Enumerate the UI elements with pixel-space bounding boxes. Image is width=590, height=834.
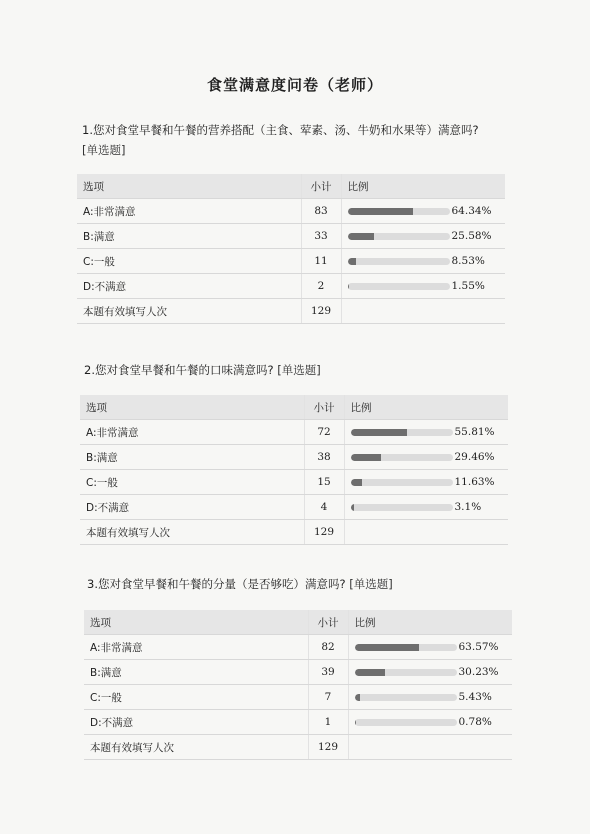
- option-count: 7: [308, 685, 348, 710]
- option-label: C:一般: [77, 249, 301, 274]
- option-label: D:不满意: [84, 710, 308, 735]
- table-row: [77, 224, 505, 249]
- option-label: B:满意: [77, 224, 301, 249]
- ratio-bar: [355, 719, 457, 726]
- table-total-row: [84, 735, 512, 760]
- table-row: [77, 249, 505, 274]
- option-label: D:不满意: [77, 274, 301, 299]
- table-row: [80, 420, 508, 445]
- table-row: [84, 660, 512, 685]
- table-row: [84, 635, 512, 660]
- ratio-percent: 29.46%: [454, 451, 495, 463]
- table-row: [80, 445, 508, 470]
- ratio-bar: [351, 504, 453, 511]
- ratio-bar: [348, 233, 450, 240]
- table-row: [84, 685, 512, 710]
- question-type: [单选题]: [82, 143, 126, 157]
- option-count: 11: [301, 249, 341, 274]
- question-2: [84, 360, 524, 380]
- question-type: [单选题]: [349, 577, 393, 591]
- ratio-bar: [348, 208, 450, 215]
- table-total-row: [80, 520, 508, 545]
- page-title: 食堂满意度问卷（老师）: [206, 76, 383, 94]
- question-text: 2.您对食堂早餐和午餐的口味满意吗?: [84, 363, 274, 377]
- option-label: B:满意: [84, 660, 308, 685]
- question-text: 3.您对食堂早餐和午餐的分量（是否够吃）满意吗?: [87, 577, 346, 591]
- ratio-percent: 30.23%: [458, 666, 499, 678]
- table-row: [80, 495, 508, 520]
- option-count: 33: [301, 224, 341, 249]
- table-header: [77, 174, 505, 199]
- question-3: [87, 574, 527, 594]
- question-text: 1.您对食堂早餐和午餐的营养搭配（主食、荤素、汤、牛奶和水果等）满意吗?: [82, 123, 479, 137]
- option-count: 72: [304, 420, 344, 445]
- option-label: A:非常满意: [80, 420, 304, 445]
- header-ratio: 比例: [344, 395, 508, 420]
- ratio-percent: 5.43%: [458, 691, 492, 703]
- total-count: 129: [304, 520, 344, 545]
- table-header: [84, 610, 512, 635]
- option-count: 38: [304, 445, 344, 470]
- option-count: 39: [308, 660, 348, 685]
- header-option: 选项: [84, 610, 308, 635]
- ratio-percent: 55.81%: [454, 426, 495, 438]
- option-label: C:一般: [84, 685, 308, 710]
- total-count: 129: [308, 735, 348, 760]
- table-row: [77, 274, 505, 299]
- ratio-percent: 3.1%: [454, 501, 482, 513]
- ratio-percent: 64.34%: [451, 205, 492, 217]
- option-label: A:非常满意: [84, 635, 308, 660]
- result-table-1: [77, 174, 505, 324]
- option-count: 1: [308, 710, 348, 735]
- ratio-bar: [351, 454, 453, 461]
- ratio-bar: [355, 694, 457, 701]
- ratio-percent: 0.78%: [458, 716, 492, 728]
- table-row: [84, 710, 512, 735]
- table-total-row: [77, 299, 505, 324]
- total-label: 本题有效填写人次: [84, 735, 308, 760]
- option-label: D:不满意: [80, 495, 304, 520]
- ratio-bar: [348, 283, 450, 290]
- header-count: 小计: [304, 395, 344, 420]
- question-1: [82, 120, 522, 160]
- ratio-bar: [351, 429, 453, 436]
- result-table-3: [84, 610, 512, 760]
- table-row: [77, 199, 505, 224]
- total-count: 129: [301, 299, 341, 324]
- ratio-percent: 1.55%: [451, 280, 485, 292]
- total-label: 本题有效填写人次: [77, 299, 301, 324]
- header-ratio: 比例: [348, 610, 512, 635]
- option-count: 83: [301, 199, 341, 224]
- question-type: [单选题]: [277, 363, 321, 377]
- option-count: 15: [304, 470, 344, 495]
- header-count: 小计: [301, 174, 341, 199]
- ratio-bar: [351, 479, 453, 486]
- header-count: 小计: [308, 610, 348, 635]
- header-ratio: 比例: [341, 174, 505, 199]
- option-label: A:非常满意: [77, 199, 301, 224]
- option-label: B:满意: [80, 445, 304, 470]
- ratio-percent: 25.58%: [451, 230, 492, 242]
- option-label: C:一般: [80, 470, 304, 495]
- ratio-percent: 8.53%: [451, 255, 485, 267]
- total-label: 本题有效填写人次: [80, 520, 304, 545]
- ratio-bar: [355, 644, 457, 651]
- header-option: 选项: [80, 395, 304, 420]
- ratio-percent: 63.57%: [458, 641, 499, 653]
- ratio-bar: [348, 258, 450, 265]
- option-count: 2: [301, 274, 341, 299]
- ratio-bar: [355, 669, 457, 676]
- option-count: 4: [304, 495, 344, 520]
- option-count: 82: [308, 635, 348, 660]
- ratio-percent: 11.63%: [454, 476, 495, 488]
- result-table-2: [80, 395, 508, 545]
- header-option: 选项: [77, 174, 301, 199]
- table-row: [80, 470, 508, 495]
- table-header: [80, 395, 508, 420]
